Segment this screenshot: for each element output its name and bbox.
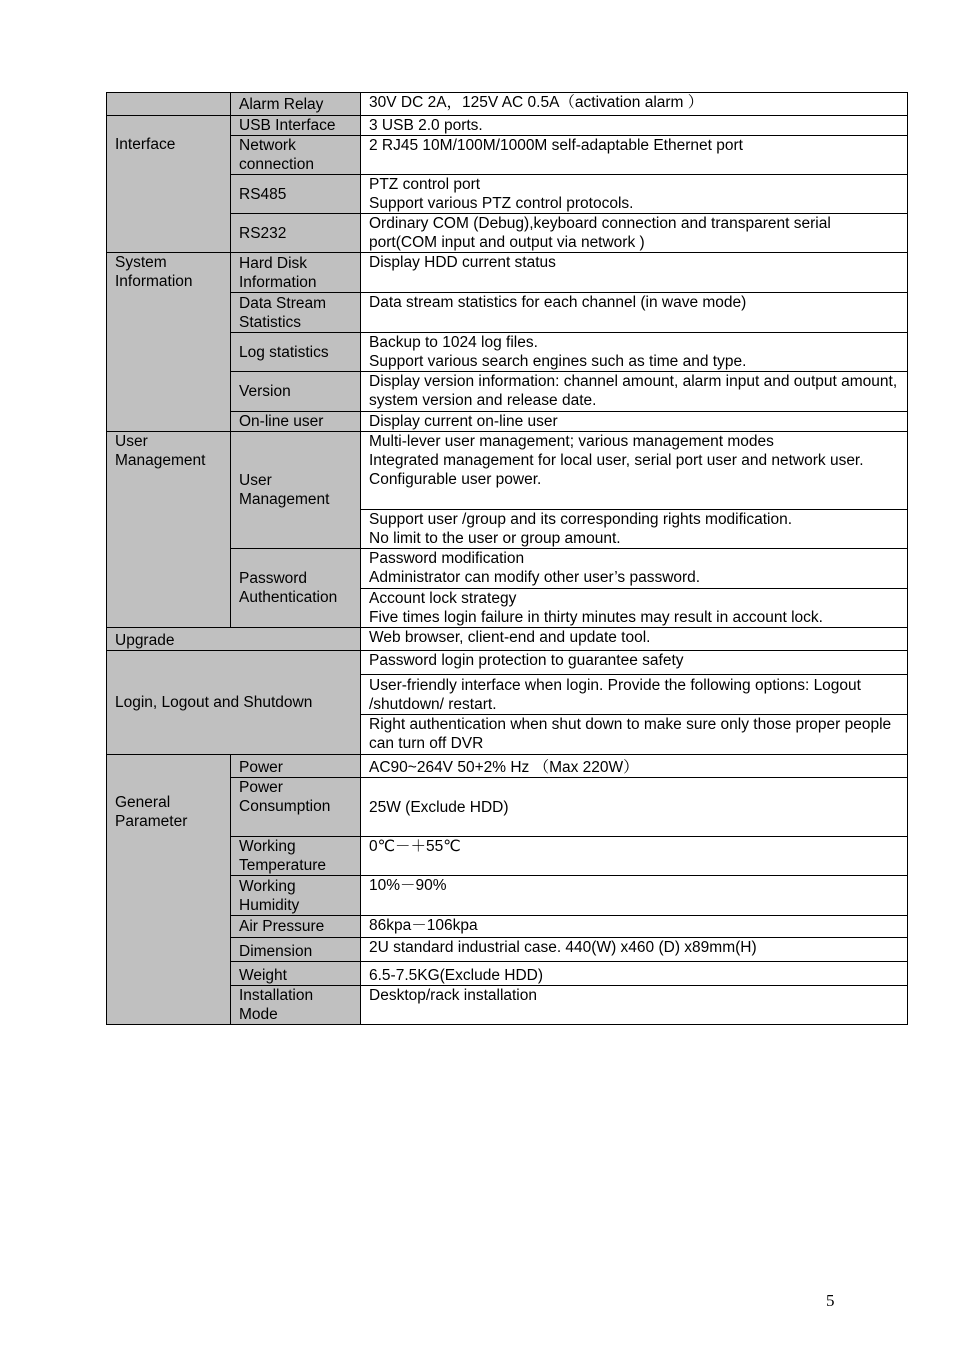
desc-hard-disk-information: Display HDD current status bbox=[361, 253, 908, 293]
desc-data-stream-statistics: Data stream statistics for each channel (in wave mode) bbox=[361, 293, 908, 333]
desc-user-management-line-2: Integrated management for local user, serial port user and network user. bbox=[369, 452, 864, 469]
desc-user-management-line-4: Support user /group and its corresponding rights modification. bbox=[369, 511, 793, 528]
desc-power-consumption: 25W (Exclude HDD) bbox=[361, 778, 908, 837]
desc-usb-interface: 3 USB 2.0 ports. bbox=[361, 116, 908, 136]
label-air-pressure: Air Pressure bbox=[231, 916, 361, 938]
label-password-authentication: Password Authentication bbox=[231, 549, 361, 628]
desc-user-management-line-5: No limit to the user or group amount. bbox=[369, 530, 621, 547]
desc-version: Display version information: channel amount, alarm input and output amount, system version and release date. bbox=[361, 372, 908, 412]
desc-password-line-4: Five times login failure in thirty minutes may result in account lock. bbox=[369, 609, 823, 626]
row-usb-interface bbox=[107, 116, 908, 136]
label-working-humidity: Working Humidity bbox=[231, 876, 361, 916]
desc-login-1: Password login protection to guarantee safety bbox=[361, 651, 908, 675]
desc-rs485-line-2: Support various PTZ control protocols. bbox=[369, 195, 634, 212]
desc-login-2: User-friendly interface when login. Provide the following options: Logout /shutdown/ restart. bbox=[361, 675, 908, 715]
row-hard-disk-information bbox=[107, 253, 908, 293]
category-interface: Interface bbox=[107, 116, 231, 253]
label-data-stream-statistics: Data Stream Statistics bbox=[231, 293, 361, 333]
label-network-connection: Network connection bbox=[231, 136, 361, 175]
category-general-parameter: General Parameter bbox=[107, 755, 231, 1025]
desc-working-humidity: 10%－90% bbox=[361, 876, 908, 916]
desc-log-statistics-line-2: Support various search engines such as time and type. bbox=[369, 353, 747, 370]
desc-password-line-3: Account lock strategy bbox=[369, 590, 517, 607]
category-user-management: User Management bbox=[107, 432, 231, 628]
desc-online-user: Display current on-line user bbox=[361, 412, 908, 432]
label-rs485: RS485 bbox=[231, 175, 361, 214]
desc-user-management-b bbox=[361, 510, 908, 549]
desc-weight: 6.5-7.5KG(Exclude HDD) bbox=[361, 962, 908, 986]
desc-rs232: Ordinary COM (Debug),keyboard connection and transparent serial port(COM input and output via network ) bbox=[361, 214, 908, 253]
desc-log-statistics-line-1: Backup to 1024 log files. bbox=[369, 334, 538, 351]
label-weight: Weight bbox=[231, 962, 361, 986]
desc-user-management-a bbox=[361, 432, 908, 510]
page-number: 5 bbox=[826, 1291, 835, 1310]
label-power: Power bbox=[231, 755, 361, 778]
label-user-management: User Management bbox=[231, 432, 361, 549]
desc-dimension: 2U standard industrial case. 440(W) x460 (D) x89mm(H) bbox=[361, 938, 908, 962]
label-installation-mode: Installation Mode bbox=[231, 986, 361, 1025]
label-dimension: Dimension bbox=[231, 938, 361, 962]
label-version: Version bbox=[231, 372, 361, 412]
category-upgrade: Upgrade bbox=[107, 628, 361, 651]
desc-password-line-1: Password modification bbox=[369, 550, 525, 567]
label-log-statistics: Log statistics bbox=[231, 333, 361, 372]
desc-network-connection: 2 RJ45 10M/100M/1000M self-adaptable Ethernet port bbox=[361, 136, 908, 175]
label-usb-interface: USB Interface bbox=[231, 116, 361, 136]
desc-password-authentication-a bbox=[361, 549, 908, 589]
category-system-information: System Information bbox=[107, 253, 231, 432]
desc-password-authentication-b bbox=[361, 589, 908, 628]
label-online-user: On-line user bbox=[231, 412, 361, 432]
row-alarm-relay bbox=[107, 93, 908, 116]
desc-rs485 bbox=[361, 175, 908, 214]
category-login-logout-shutdown: Login, Logout and Shutdown bbox=[107, 651, 361, 755]
label-hard-disk-information: Hard Disk Information bbox=[231, 253, 361, 293]
desc-log-statistics bbox=[361, 333, 908, 372]
category-empty bbox=[107, 93, 231, 116]
label-rs232: RS232 bbox=[231, 214, 361, 253]
label-working-temperature: Working Temperature bbox=[231, 837, 361, 876]
desc-login-3: Right authentication when shut down to make sure only those proper people can turn off DVR bbox=[361, 715, 908, 755]
row-upgrade bbox=[107, 628, 908, 651]
desc-user-management-line-3: Configurable user power. bbox=[369, 471, 542, 488]
specification-table bbox=[106, 92, 908, 1025]
row-power bbox=[107, 755, 908, 778]
label-alarm-relay: Alarm Relay bbox=[231, 93, 361, 116]
desc-rs485-line-1: PTZ control port bbox=[369, 176, 481, 193]
desc-password-line-2: Administrator can modify other user’s password. bbox=[369, 569, 701, 586]
desc-user-management-line-1: Multi-lever user management; various management modes bbox=[369, 433, 774, 450]
desc-air-pressure: 86kpa－106kpa bbox=[361, 916, 908, 938]
desc-upgrade: Web browser, client-end and update tool. bbox=[361, 628, 908, 651]
desc-alarm-relay: 30V DC 2A，125V AC 0.5A（activation alarm ） bbox=[361, 93, 908, 116]
label-power-consumption: Power Consumption bbox=[231, 778, 361, 837]
desc-installation-mode: Desktop/rack installation bbox=[361, 986, 908, 1025]
desc-power: AC90~264V 50+2% Hz （Max 220W） bbox=[361, 755, 908, 778]
desc-working-temperature: 0℃－＋55℃ bbox=[361, 837, 908, 876]
row-login-1 bbox=[107, 651, 908, 675]
row-user-management-a bbox=[107, 432, 908, 510]
